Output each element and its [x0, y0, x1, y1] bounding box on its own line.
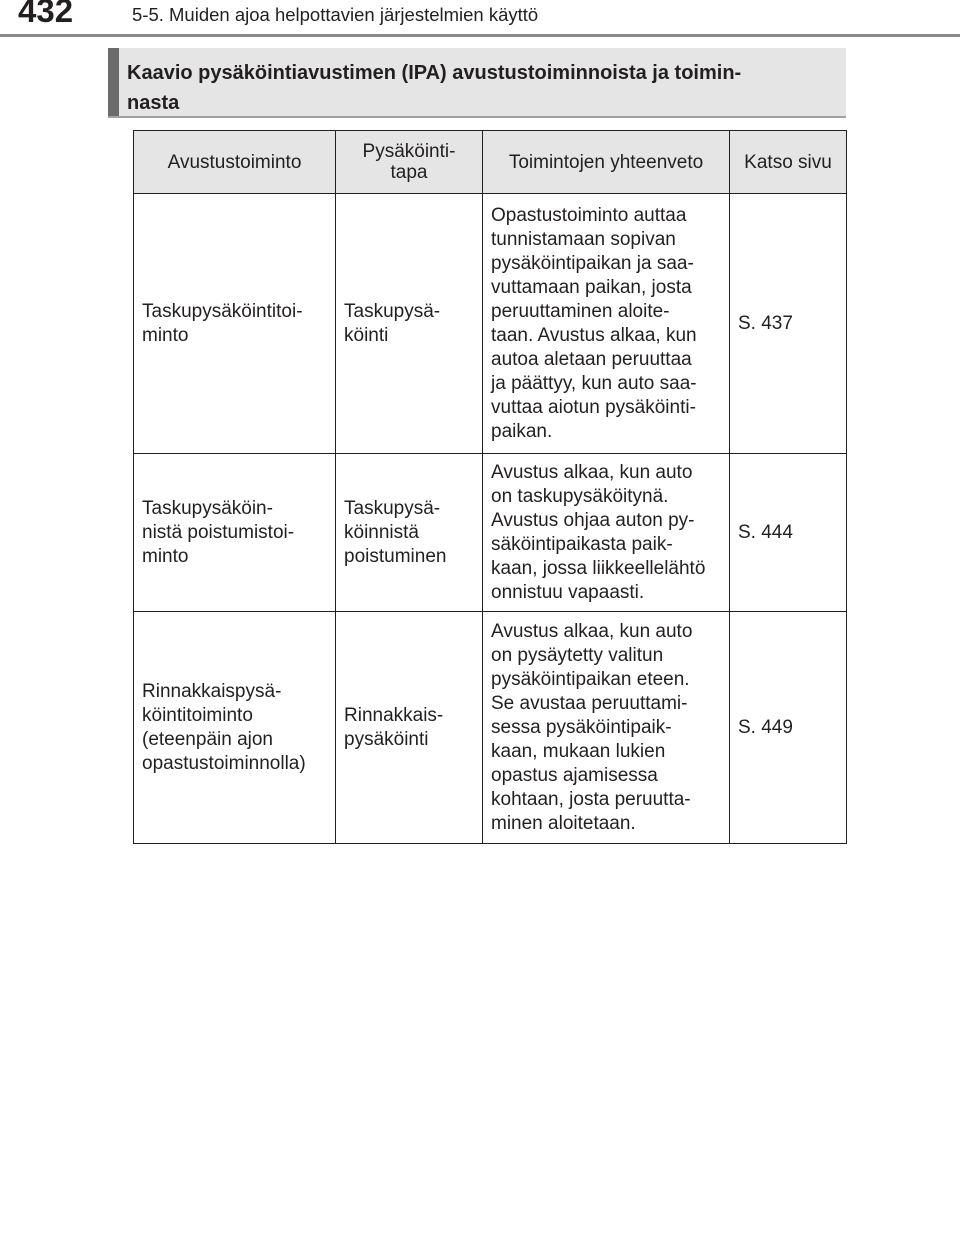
- section-title: Kaavio pysäköintiavustimen (IPA) avustustoiminnoista ja toimin- nasta: [127, 62, 742, 114]
- table-row: [134, 454, 847, 612]
- header-page: Katso sivu: [730, 131, 847, 194]
- cell-method: Taskupysä- köinnistä poistuminen: [336, 454, 483, 612]
- header-rule: [0, 34, 960, 37]
- section-title-box: [108, 48, 846, 118]
- cell-method: Taskupysä- köinti: [336, 194, 483, 454]
- table-row: [134, 194, 847, 454]
- cell-page-reference: S. 444: [730, 454, 847, 612]
- header-function: Avustustoiminto: [134, 131, 336, 194]
- cell-function: Rinnakkaispysä- köintitoiminto (eteenpäin ajon opastustoiminnolla): [134, 612, 336, 844]
- table-header-row: [134, 131, 847, 194]
- section-accent-bar: [108, 48, 119, 116]
- cell-page-reference: S. 437: [730, 194, 847, 454]
- cell-summary: Avustus alkaa, kun auto on taskupysäköitynä. Avustus ohjaa auton py- säköintipaikasta paik- kaan, jossa liikkeellelähtö onnistuu vapaasti.: [483, 454, 730, 612]
- page-number: 432: [18, 0, 74, 29]
- header-method: Pysäköinti- tapa: [336, 131, 483, 194]
- table-row: [134, 612, 847, 844]
- cell-method: Rinnakkais- pysäköinti: [336, 612, 483, 844]
- page-header: [0, 0, 960, 40]
- cell-summary: Opastustoiminto auttaa tunnistamaan sopivan pysäköintipaikan ja saa- vuttamaan paikan, josta peruuttaminen aloite- taan. Avustus alkaa, kun autoa aletaan peruuttaa ja päättyy, kun auto saa- vuttaa aiotun pysäköinti- paikan.: [483, 194, 730, 454]
- header-summary: Toimintojen yhteenveto: [483, 131, 730, 194]
- cell-function: Taskupysäköin- nistä poistumistoi- minto: [134, 454, 336, 612]
- assist-functions-table: [133, 130, 847, 844]
- cell-page-reference: S. 449: [730, 612, 847, 844]
- cell-summary: Avustus alkaa, kun auto on pysäytetty valitun pysäköintipaikan eteen. Se avustaa peruuttami- sessa pysäköintipaik- kaan, mukaan lukien opastus ajamisessa kohtaan, josta peruutta- minen aloitetaan.: [483, 612, 730, 844]
- running-title: 5-5. Muiden ajoa helpottavien järjestelmien käyttö: [132, 4, 539, 25]
- cell-function: Taskupysäköintitoi- minto: [134, 194, 336, 454]
